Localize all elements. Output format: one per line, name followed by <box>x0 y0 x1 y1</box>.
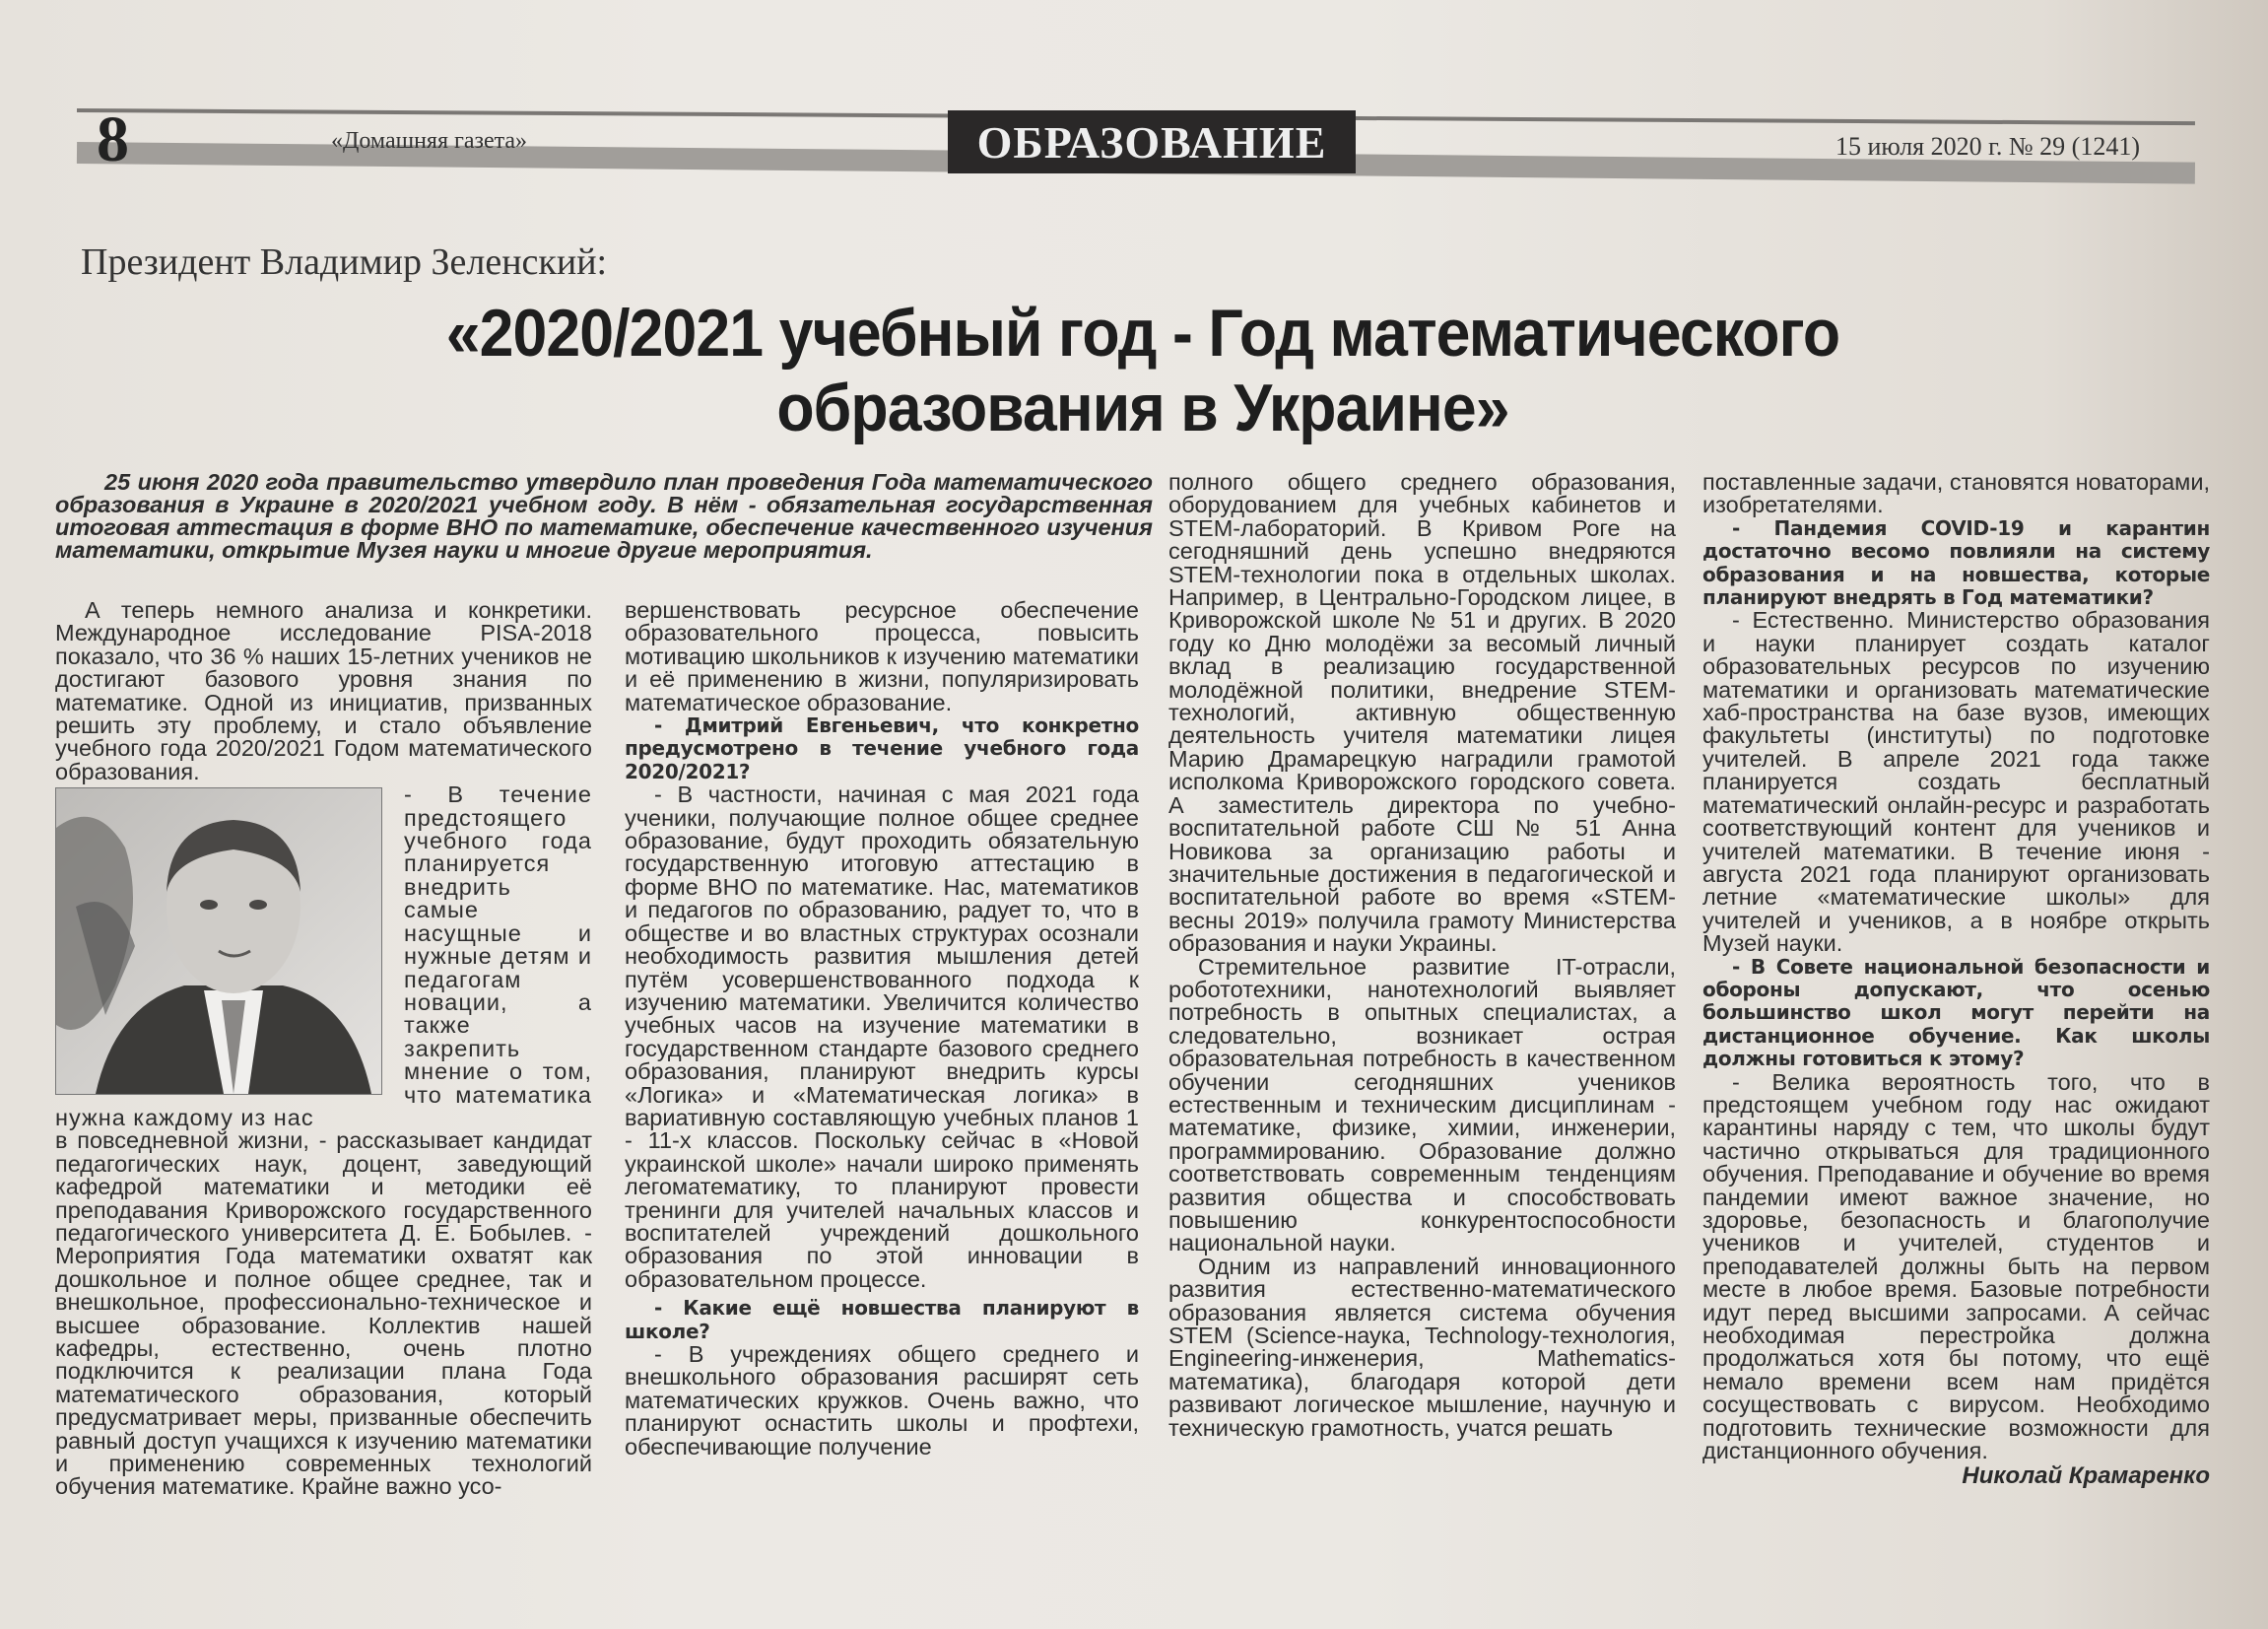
headline-line-1: «2020/2021 учебный год - Год математического <box>445 296 1840 371</box>
section-label: ОБРАЗОВАНИЕ <box>976 116 1327 168</box>
newspaper-name: «Домашняя газета» <box>331 128 528 154</box>
paragraph: вершенствовать ресурсное обеспечение образовательного процесса, повысить мотивацию школьников к изучению математики и её применению в жизни, популяризировать математическое образование. <box>625 597 1139 715</box>
article-column-4 <box>1702 471 2210 1488</box>
paragraph: в повседневной жизни, - рассказывает кандидат педагогических наук, доцент, заведующий кафедрой математики и методики её преподавания Криворожского государственного педагогического университета Д. Е. Бобылев. - Мероприятия Года математики охватят как дошкольное и полное общее среднее, так и внешкольное, профессионально-техническое и высшее образование. Коллектив нашей кафедры, естественно, очень плотно подключится к реализации плана Года математического образования, который предусматривает меры, призванные обеспечить равный доступ учащихся к изучению математики и применению современных технологий обучения математике. Крайне важно усо- <box>55 1127 592 1500</box>
issue-info: 15 июля 2020 г. № 29 (1241) <box>1835 132 2140 161</box>
paragraph: полного общего среднего образования, оборудованием для учебных кабинетов и STEM-лабораторий. В Кривом Роге на сегодняшний день успешно внедряются STEM-технологии пока в отдельных школах. Например, в Центрально-Городском лицее, в Криворожской школе № 51 и других. В 2020 году ко Дню молодёжи за весомый личный вклад в реализацию государственной молодёжной политики, внедрение STEM-технологий, активную общественную деятельность учителя математики лицея Марию Драмарецкую наградили грамотой исполкома Криворожского городского совета. А заместитель директора по учебно-воспитательной работе СШ № 51 Анна Новикова за организацию работы и значительные достижения в педагогической и воспитательной работе во время «STEM-весны 2019» получила грамоту Министерства образования и науки Украины. <box>1168 469 1676 957</box>
interview-question: - Дмитрий Евгеньевич, что конкретно предусмотрено в течение учебного года 2020/2021? <box>625 713 1139 783</box>
article-column-3 <box>1168 471 1676 1440</box>
interview-question: - В Совете национальной безопасности и обороны допускают, что осенью большинство школ могут перейти на дистанционное обучение. Как школы должны готовиться к этому? <box>1702 954 2210 1071</box>
page-header <box>77 103 2195 187</box>
portrait-image <box>56 788 381 1094</box>
paragraph: - В течение предстоящего учебного года планируется внедрить самые насущные и нужные детям и педагогам новации, а также закрепить мнение о том, что математика нужна каждому из нас <box>55 781 592 1130</box>
paragraph: Одним из направлений инновационного развития естественно-математического образования является система обучения STEM (Science-наука, Technology-технология, Engineering-инженерия, Mathematics-математика), благодаря которой дети развивают логическое мышление, научную и техническую грамотность, учатся решать <box>1168 1253 1676 1441</box>
section-label-box <box>948 110 1356 173</box>
interview-question: - Пандемия COVID-19 и карантин достаточно весомо повлияли на систему образования и на новшества, которые планируют внедрять в Год математики? <box>1702 515 2210 610</box>
headline-line-2: образования в Украине» <box>776 371 1509 445</box>
paragraph: Стремительное развитие IT-отрасли, робототехники, нанотехнологий выявляет потребность в опытных специалистах, а следовательно, возникает острая образовательная потребность в качественном обучении сегодняшних учеников естественным и техническим дисциплинам - математике, физике, химии, инженерии, программированию. Образование должно соответствовать современным тенденциям развития общества и способствовать повышению конкурентоспособности национальной науки. <box>1168 953 1676 1256</box>
interview-question: - Какие ещё новшества планируют в школе? <box>625 1296 1139 1343</box>
article-column-2 <box>625 599 1139 1459</box>
paragraph: поставленные задачи, становятся новаторами, изобретателями. <box>1702 469 2210 518</box>
paragraph: - Велика вероятность того, что в предстоящем учебном году нас ожидают карантины наряду с тем, что школы будут частично открываться для традиционного обучения. Преподавание и обучение во время пандемии имеют важное значение, но здоровье, безопасность и благополучие учеников и учителей, студентов и преподавателей должны быть на первом месте в любое время. Базовые потребности идут перед высшими запросами. А сейчас необходимая перестройка должна продолжаться хотя бы потому, что ещё немало времени всем нам придётся сосуществовать с вирусом. Необходимо подготовить технические возможности для дистанционного обучения. <box>1702 1068 2210 1464</box>
paragraph: А теперь немного анализа и конкретики. Международное исследование PISA-2018 показало, что 36 % наших 15-летних учеников не достигают базового уровня знания по математике. Одной из инициатив, призванных решить эту проблему, и стало объявление учебного года 2020/2021 Годом математического образования. <box>55 597 592 784</box>
author-signature: Николай Крамаренко <box>1962 1462 2210 1490</box>
paragraph: - В частности, начиная с мая 2021 года ученики, получающие полное общее среднее образование, будут проходить обязательную государственную итоговую аттестацию в форме ВНО по математике. Нас, математиков и педагогов по образованию, радует то, что в обществе и во властных структурах осознали необходимость развития мышления детей путём усовершенствованного подхода к изучению математики. Увеличится количество учебных часов на изучение математики в государственном стандарте базового среднего образования, планируют внедрить курсы «Логика» и «Математическая логика» в вариативную составляющую учебных планов 1 - 11-х классов. Поскольку сейчас в «Новой украинской школе» начали широко применять легоматематику, то планируют провести тренинги для учителей начальных классов и воспитателей учреждений дошкольного образования по этой инновации в образовательном процессе. <box>625 781 1139 1292</box>
article-lead: 25 июня 2020 года правительство утвердило план проведения Года математического образования в Украине в 2020/2021 учебном году. В нём - обязательная государственная итоговая аттестация в форме ВНО по математике, обеспечение качественного изучения математики, открытие Музея науки и многие другие мероприятия. <box>55 469 1153 563</box>
paragraph: - Естественно. Министерство образования и науки планирует создать каталог образовательных ресурсов по изучению математики и организовать математические хаб-пространства на базе вузов, имеющих факультеты (институты) по подготовке учителей. В апреле 2021 года также планируется создать бесплатный математический онлайн-ресурс и разработать соответствующий контент для учеников и учителей математики. В течение июня - августа 2021 года планируют организовать летние «математические школы» для учителей и учеников, а в ноябре открыть Музей науки. <box>1702 607 2210 957</box>
author-photo <box>55 787 382 1095</box>
page-number: 8 <box>97 103 129 175</box>
article-headline <box>236 296 2049 445</box>
article-column-1 <box>55 599 592 1499</box>
paragraph: - В учреждениях общего среднего и внешкольного образования расширят сеть математических кружков. Очень важно, что планируют оснастить школы и профтехи, обеспечивающие получение <box>625 1341 1139 1459</box>
article-kicker: Президент Владимир Зеленский: <box>81 241 608 283</box>
